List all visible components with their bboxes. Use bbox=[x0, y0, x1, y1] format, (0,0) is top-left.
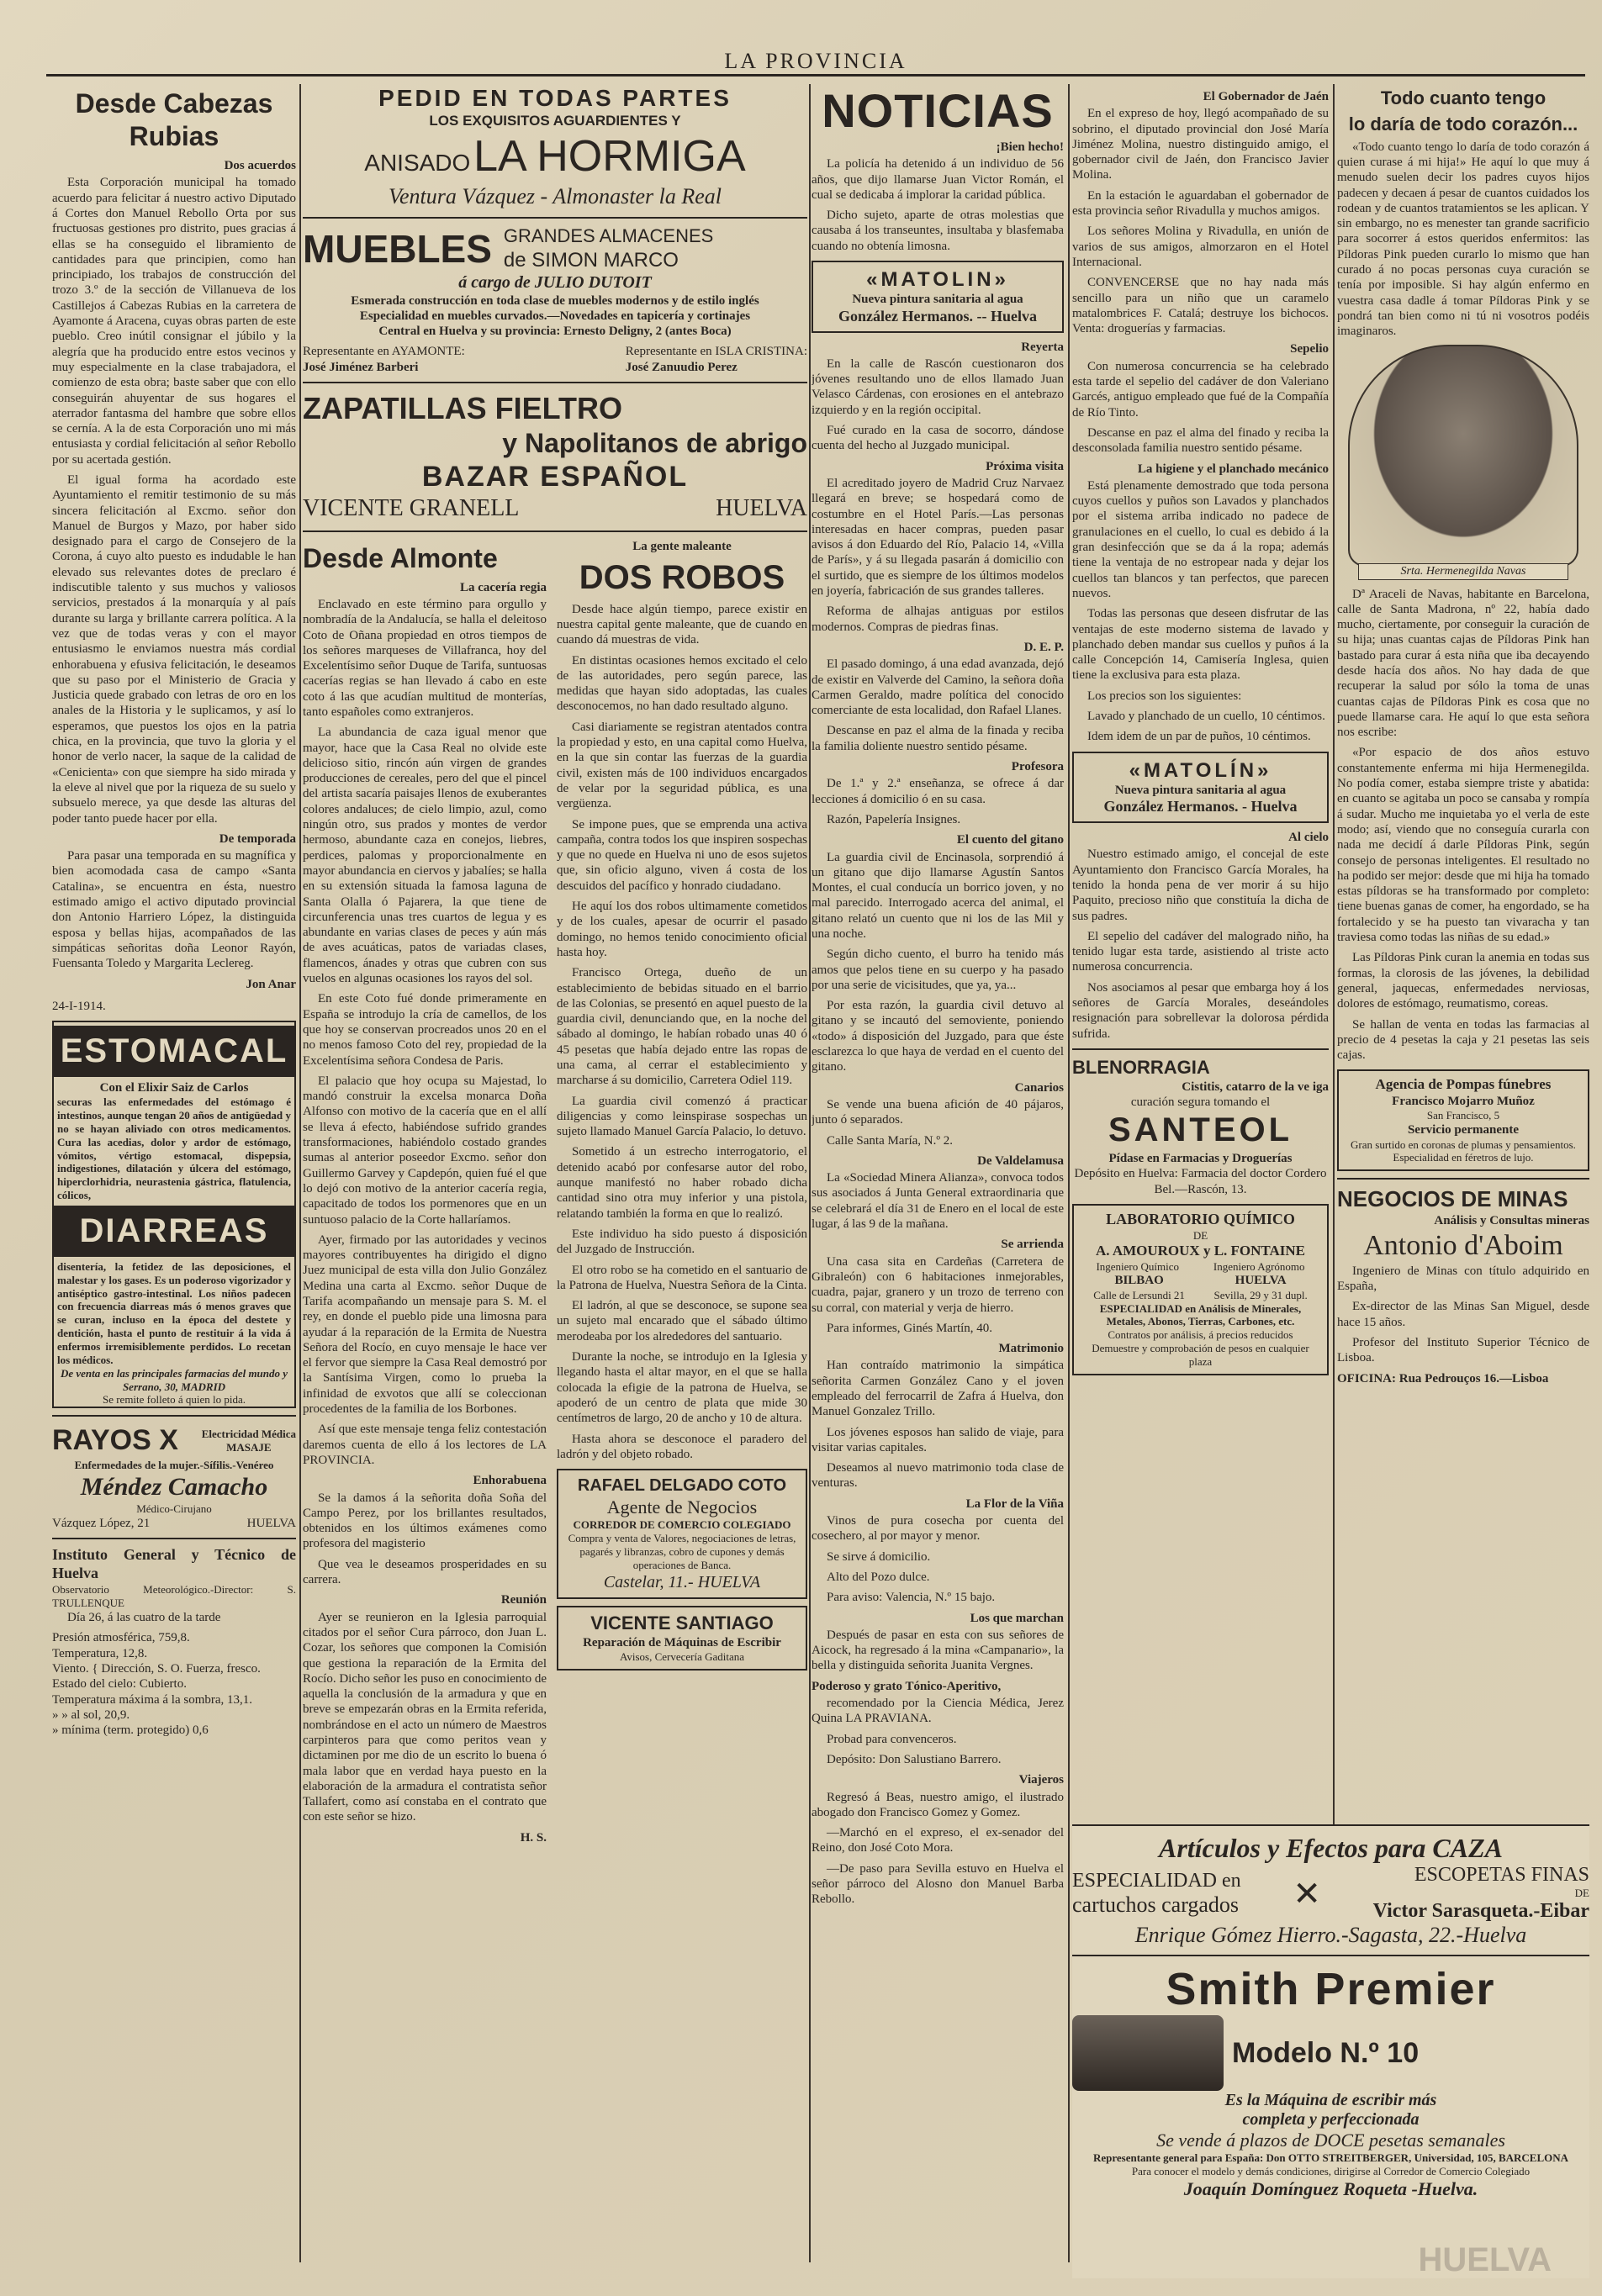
paragraph: Dª Araceli de Navas, habitante en Barcelona, calle de Santa Madrona, nº 22, había dado mucho, ciertamente, por conseguir la curación de su hija; unas cuantas cajas de Píldoras Pink han bastado para curar á esta niña que iba decayendo desde hacía dos años. No hay dada de que recuperar la salud por sólo la toma de unas cuantas cajas de Píldoras Pink es cosa que no puede llamarse cara. He aquí lo que esta señora nos escribe: bbox=[1337, 587, 1589, 740]
paragraph: Casi diariamente se registran atentados contra la propiedad y esto, en una capital como Huelva, en la que sin contar las fuerzas de la guardia civil, existen más de 100 individuos encargados de velar por la seguridad pública, es una vergüenza. bbox=[557, 720, 807, 811]
ad-address-row bbox=[52, 1516, 296, 1531]
paragraph: CONVENCERSE que no hay nada más sencillo para un niño que un caramelo matalombrices F. Catalá; destruye los bichocos. Venta: droguerías y farmacias. bbox=[1072, 276, 1329, 336]
paragraph: recomendado por la Ciencia Médica, Jerez Quina LA PRAVIANA. bbox=[812, 1697, 1064, 1726]
ad-line: BILBAO bbox=[1114, 1274, 1164, 1288]
paragraph: He aquí los dos robos ultimamente cometidos y de los cuales, apesar de ocurrir el pasado domingo, no hemos tenido conocimiento oficial hasta hoy. bbox=[557, 900, 807, 959]
ad-line: Calle de Lersundi 21 bbox=[1093, 1288, 1185, 1301]
ad-line: Modelo N.º 10 bbox=[1232, 2036, 1420, 2069]
paragraph: Fué curado en la casa de socorro, dándose cuenta del hecho al Juzgado municipal. bbox=[812, 424, 1064, 453]
ad-line: y Napolitanos de abrigo bbox=[502, 427, 807, 458]
divider bbox=[52, 1415, 296, 1417]
column-2 bbox=[303, 84, 807, 2278]
ad-title: ESTOMACAL bbox=[54, 1026, 294, 1077]
paragraph: Francisco Ortega, dueño de un establecimiento de bebidas situado en el barrio de las Colonias, se presentó en aquel puesto de la guardia civil, denunciando que, en la noche del sábado al domingo, le habían robado unas 40 ó 45 pesetas que había dejado entre las ropas de una cama, al cerrar el establecimiento y marcharse á su domicilio, Carretera Odiel 119. bbox=[557, 966, 807, 1088]
paragraph: Dicho sujeto, aparte de otras molestias que causaba á los transeuntes, insultaba y blasfemaba cuando no obtenía limosna. bbox=[812, 208, 1064, 253]
ad-text: disentería, la fetidez de las deposiciones, el malestar y los gases. Es un poderoso vigorizador y antiséptico gastro-intestinal. Los niños padecen con frecuencia diarreas más ó menos graves que se curan, incluso en la época del destete y dentición, hasta el punto de restituir á la vida á enfermos irremisiblemente perdidos. Lo recetan los médicos. bbox=[57, 1259, 291, 1366]
article-title: lo daría de todo corazón... bbox=[1348, 113, 1578, 135]
date: 24-I-1914. bbox=[52, 999, 106, 1013]
ad-line: Electricidad Médica bbox=[201, 1428, 296, 1441]
ad-line: ESPECIALIDAD en bbox=[1072, 1869, 1241, 1892]
article-title: Todo cuanto tengo bbox=[1380, 87, 1546, 108]
portrait-caption: Srta. Hermenegilda Navas bbox=[1358, 563, 1568, 579]
subhead: Profesora bbox=[1011, 760, 1064, 774]
ad-store bbox=[504, 225, 713, 272]
ad-line: HUELVA bbox=[1235, 1274, 1287, 1288]
ad-pompas bbox=[1337, 1069, 1589, 1171]
paragraph: Se vende una buena afición de 40 pájaros, junto ó separados. bbox=[812, 1097, 1064, 1127]
paragraph: Ayer, firmado por las autoridades y vecinos mayores contribuyentes ha dirigido el digno Juez municipal de esta villa don Julio González Medina una carta al Excmo. señor Duque de Tarifa acompañando un mensaje para S. M. el rey, en donde el pueblo pide una limosna para ayudar á la reparación de la Ermita de Nuestra Señora del Rocío, en cuyo mensaje le hace ver el fervor que siempre la Casa Real demostró por la Santísima Virgen, como lo prueba la infinidad de exvotos que allí se coleccionan procedentes de la familia de los Borbones. bbox=[303, 1232, 547, 1417]
paragraph: En la estación le aguardaban el gobernador de esta provincia señor Rivadulla y muchos amigos. bbox=[1072, 188, 1329, 219]
column-5 bbox=[1337, 84, 1589, 1816]
paragraph: La abundancia de caza igual menor que mayor, hace que la Casa Real no olvide este delicioso sitio, rincón aún virgen de grandes producciones de cereales, pero del que el pincel del artista sacaría paisajes llenos de exuberantes colores andaluces; de cielo limpio, azul, como ningún otro, sus prados y montes de verdor hermoso, abundante caza en conejos, liebres, perdices, palomas y proporcionalmente en mayor abundancia en ciervos y jabalíes; se halla en su extensión situada la famosa laguna de Santa Olalla ó Pajarera, la que tiene de circunferencia unas tres cuartos de legua y es abundante en varias clases de peces y aún más de aves acuáticas, patos de variadas clases, flamencos, ánades y otras que cubren con sus vuelos en algunas ocasiones los rayos del sol. bbox=[303, 726, 547, 986]
ad-line: Sevilla, 29 y 31 dupl. bbox=[1213, 1288, 1308, 1301]
ad-line: Representante en AYAMONTE: bbox=[303, 345, 465, 359]
ad-line: Agencia de Pompas fúnebres bbox=[1375, 1076, 1552, 1093]
ad-line: Representante en ISLA CRISTINA: bbox=[625, 345, 807, 359]
paragraph: Todas las personas que deseen disfrutar de las ventajas de este moderno sistema de lavado y planchado deben mandar sus cuellos y puños á la calle Concepción 14, Camisería Inglesa, quien tiene la exclusiva para esta plaza. bbox=[1072, 607, 1329, 683]
ad-line: Nueva pintura sanitaria al agua bbox=[852, 293, 1023, 307]
ad-line: Análisis y Consultas mineras bbox=[1434, 1214, 1589, 1228]
ad-name: Méndez Camacho bbox=[80, 1472, 268, 1501]
paragraph: Las Píldoras Pink curan la anemia en todas sus formas, la clorosis de las jóvenes, la debilidad general, jaquecas, enfermedades nerviosas, dolores de estómago, reumatismo, coreas. bbox=[1337, 951, 1589, 1011]
subhead: El cuento del gitano bbox=[956, 833, 1064, 847]
obs-line: Temperatura, 12,8. bbox=[52, 1646, 148, 1660]
ad-line: Depósito en Huelva: Farmacia del doctor Cordero Bel.—Rascón, 13. bbox=[1074, 1167, 1327, 1196]
ad-line: curación segura tomando el bbox=[1130, 1095, 1271, 1110]
obs-line: Estado del cielo: Cubierto. bbox=[52, 1677, 187, 1692]
paragraph: El pasado domingo, á una edad avanzada, dejó de existir en Valverde del Camino, la señora doña Carmen Geraldo, madre política del conocido comerciante de esta localidad, don Rafael Llanes. bbox=[812, 657, 1064, 718]
ad-row bbox=[1079, 1260, 1322, 1274]
paragraph: Razón, Papelería Insignes. bbox=[827, 812, 961, 826]
paragraph: —Marchó en el expreso, el ex-senador del Reino, don José Coto Mora. bbox=[812, 1826, 1064, 1855]
article-title: DOS ROBOS bbox=[579, 558, 785, 596]
paragraph: Los jóvenes esposos han salido de viaje, para visitar varias capitales. bbox=[812, 1425, 1064, 1454]
ad-line: á cargo de JULIO DUTOIT bbox=[458, 273, 652, 293]
ad-hormiga bbox=[303, 130, 807, 183]
paragraph: En la calle de Rascón cuestionaron dos jóvenes resultando uno de ellos llamado Juan Velasco Cárdenas, con erosiones en el antebrazo izquierdo y en la región occipital. bbox=[812, 356, 1064, 417]
paragraph: Descanse en paz el alma del finado y reciba la desconsolada familia nuestro sentido pésame. bbox=[1072, 425, 1329, 456]
subhead: Reyerta bbox=[1021, 340, 1064, 354]
subhead: Viajeros bbox=[1018, 1773, 1064, 1787]
ad-row bbox=[1079, 1289, 1322, 1302]
paragraph: Depósito: Don Salustiano Barrero. bbox=[827, 1752, 1002, 1766]
column-1 bbox=[52, 84, 296, 2278]
ad-laboratorio bbox=[1072, 1204, 1329, 1375]
ad-pedid: PEDID EN TODAS PARTES bbox=[378, 85, 732, 111]
ad-brand: ZAPATILLAS FIELTRO bbox=[303, 391, 622, 426]
ad-line: Gran surtido en coronas de plumas y pensamientos. bbox=[1351, 1137, 1576, 1151]
article-almonte bbox=[303, 539, 547, 1845]
paragraph: El sepelio del cadáver del malogrado niño, ha tenido lugar esta tarde, asistiendo al triste acto numerosa concurrencia. bbox=[1072, 929, 1329, 974]
ad-line: Representante general para España: Don OTTO STREITBERGER, Universidad, 105, BARCELONA bbox=[1092, 2151, 1569, 2164]
institute-title: Instituto General y Técnico de Huelva bbox=[52, 1546, 296, 1582]
ad-footer: Se remite folleto á quien lo pida. bbox=[102, 1393, 246, 1407]
ad-line: HUELVA bbox=[716, 495, 807, 522]
ad-line: Victor Sarasqueta.-Eibar bbox=[1372, 1900, 1589, 1922]
paragraph: Según dicho cuento, el burro ha tenido más amos que pelos tiene en su cuerpo y ha pasado por una serie de vicisitudes, que ya, ya... bbox=[812, 947, 1064, 992]
obs-line: Temperatura máxima á la sombra, 13,1. bbox=[52, 1692, 253, 1707]
column-2-split bbox=[303, 539, 807, 1845]
ad-line: cartuchos cargados bbox=[1072, 1892, 1240, 1917]
subhead: Se arrienda bbox=[1001, 1238, 1064, 1252]
ad-line: Joaquín Domínguez Roqueta -Huelva. bbox=[1183, 2178, 1478, 2199]
paragraph: La guardia civil comenzó á practicar diligencias y como leinspirase sospechas un sujeto llamado Manuel García Palacio, lo detuvo. bbox=[557, 1094, 807, 1139]
ad-rep bbox=[626, 344, 807, 375]
ad-rep bbox=[303, 344, 465, 375]
masthead: LA PROVINCIA bbox=[46, 49, 1585, 77]
paragraph: Se impone pues, que se emprenda una activa campaña, contra todos los que inspiren sospechas y que no quede en Huelva ni uno de esos sujetos que, sin oficio alguno, viven á costa de los descuidos del pacífico y honrado ciudadano. bbox=[557, 817, 807, 893]
column-rule bbox=[809, 84, 811, 2262]
ad-estomacal bbox=[52, 1021, 296, 1408]
paragraph: Se la damos á la señorita doña Soña del Campo Perez, por los brillantes resultados, obtenidos en los últimos exámenes como profesora del magisterio bbox=[303, 1491, 547, 1551]
ad-text: securas las enfermedades del estómago é intestinos, aunque tengan 20 años de antigüedad y no se hayan aliviado con otros medicamentos. Cura las acedias, dolor y ardor de estómago, vómitos, vértigo estomacal, dispepsia, indigestiones, dilatación y úlcera del estómago, hiperclorhidria, neurastenia gástrica, flatulencia, cólicos, bbox=[57, 1095, 291, 1202]
paragraph: Ayer se reunieron en la Iglesia parroquial citados por el señor Cura párroco, don Juan L. Cozar, los señores que componen la Comisión que gestiona la reparación de la Ermita del Rocío. Dicho señor les puso en conocimiento de aquella la conclusión de la armadura y que en breve se empezarán obras en la Ermita referida, nombrándose en el acto un número de Maestros carpinteros para que como peritos vean y dictaminen por me dio de un escrito lo buena ó mala labor que en verdad haya puesto en la elaboración de la armadura el contratista señor Tallafert, como así constaba en el contrato que con este señor se hizo. bbox=[303, 1610, 547, 1824]
ad-right bbox=[202, 1428, 296, 1454]
ad-line: Avisos, Cervecería Gaditana bbox=[619, 1650, 745, 1664]
ad-line: LABORATORIO QUÍMICO bbox=[1106, 1211, 1295, 1228]
paragraph: Vinos de pura cosecha por cuenta del cosechero, al por mayor y menor. bbox=[812, 1514, 1064, 1544]
divider bbox=[1337, 1178, 1589, 1180]
ad-line: completa y perfeccionada bbox=[1242, 2110, 1420, 2129]
ad-line: VICENTE SANTIAGO bbox=[590, 1612, 774, 1634]
paragraph: Para aviso: Valencia, N.º 15 bajo. bbox=[827, 1591, 996, 1605]
paragraph: Durante la noche, se introdujo en la Iglesia y llegando hasta el altar mayor, en el que se halla colocada la efigie de la patrona de Huelva, se apoderó de un centro de plata que mide 30 centímetros de largo, 20 de ancho y 10 de altura. bbox=[557, 1350, 807, 1426]
ad-line: MASAJE bbox=[226, 1441, 272, 1454]
ad-line: Especialidad en féretros de lujo. bbox=[1393, 1151, 1534, 1164]
ad-line: Ingeniero Agrónomo bbox=[1213, 1259, 1305, 1273]
paragraph: Este individuo ha sido puesto á disposición del Juzgado de Instrucción. bbox=[557, 1227, 807, 1257]
ad-row bbox=[1079, 1273, 1322, 1288]
ad-line: NEGOCIOS DE MINAS bbox=[1337, 1186, 1568, 1212]
ad-city: HUELVA bbox=[246, 1517, 296, 1531]
ad-line: José Jiménez Barberi bbox=[303, 360, 419, 374]
paragraph: Está plenamente demostrado que toda persona cuyos cuellos y puños son Lavados y planchados por el sistema arriba indicado no padece de granulaciones en el cuello, lo cual es debido á la gran desinfección que se da á la ropa; además tiene la ventaja de no estropear nada y dejar los cuellos tan blancos y tan perfectos, que parecen nuevos. bbox=[1072, 478, 1329, 600]
ad-line: Especialidad en muebles curvados.—Novedades en tapicería y cortinajes bbox=[359, 309, 751, 323]
ad-line: González Hermanos. -- Huelva bbox=[838, 307, 1037, 325]
paragraph: «Por espacio de dos años estuvo constantemente enferma mi hija Hermenegilda. No podía comer, estaba siempre triste y abatida: en cuanto se agitaba un poco se cansaba y rompía á sudar. Mucho me inquietaba yo el verla de este modo; así, viendo que no conseguía curarla con nada me decidí á darle Píldoras Pink, según consejo de personas inteligentes. El resultado no ha podido ser mejor: desde que mi hija ha tomado estas píldoras se ha transformado por completo: tiene buenas ganas de comer, ha engordado, se ha fortalecido y se ha puesto tan vivaracha y tan traviesa como todas las niñas de su edad.» bbox=[1337, 746, 1589, 945]
ad-address: Vázquez López, 21 bbox=[52, 1517, 151, 1531]
observation-day: Día 26, á las cuatro de la tarde bbox=[67, 1611, 221, 1625]
ad-rafael bbox=[557, 1469, 807, 1599]
ad-line: «MATOLÍN» bbox=[1129, 758, 1272, 782]
paragraph: En distintas ocasiones hemos excitado el celo de las autoridades, pero según parece, las medidas que hayan sido adoptadas, las cuales desconocemos, no han dado resultado alguno. bbox=[557, 653, 807, 714]
ad-smith: Smith Premier bbox=[1166, 1964, 1496, 2014]
subhead: De temporada bbox=[219, 831, 296, 846]
ad-brand: LA HORMIGA bbox=[473, 131, 746, 181]
ad-line: OFICINA: Rua Pedrouços 16.—Lisboa bbox=[1337, 1371, 1549, 1386]
ad-line: de SIMON MARCO bbox=[503, 248, 679, 272]
divider bbox=[303, 217, 807, 219]
obs-line: » mínima (term. protegido) 0,6 bbox=[52, 1723, 209, 1738]
paragraph: Se hallan de venta en todas las farmacias al precio de 4 pesetas la caja y 21 pesetas las seis cajas. bbox=[1337, 1017, 1589, 1063]
ad-line: DE bbox=[1192, 1229, 1208, 1243]
paragraph: Regresó á Beas, nuestro amigo, el ilustrado abogado don Francisco Gomez y Gomez. bbox=[812, 1790, 1064, 1819]
ad-title: RAYOS X bbox=[52, 1424, 178, 1457]
paragraph: Probad para convenceros. bbox=[827, 1732, 957, 1746]
article-robos bbox=[557, 539, 807, 1845]
subhead: La Flor de la Viña bbox=[965, 1496, 1064, 1511]
paragraph: El otro robo se ha cometido en el santuario de la Patrona de Huelva, Nuestra Señora de la Cinta. bbox=[557, 1263, 807, 1292]
ad-line: Se vende á plazos de DOCE pesetas semanales bbox=[1156, 2130, 1505, 2151]
divider bbox=[303, 382, 807, 383]
ad-line: Central en Huelva y su provincia: Ernesto Deligny, 2 (antes Boca) bbox=[378, 325, 732, 339]
ad-line: CORREDOR DE COMERCIO COLEGIADO bbox=[573, 1518, 791, 1532]
obs-line: » » al sol, 20,9. bbox=[52, 1707, 130, 1722]
ad-line: ESPECIALIDAD en Análisis de Minerales, Metales, Abonos, Tierras, Carbones, etc. bbox=[1099, 1301, 1302, 1328]
divider bbox=[1072, 1824, 1589, 1826]
ad-title: DIARREAS bbox=[54, 1206, 294, 1257]
typewriter-image bbox=[1072, 2015, 1224, 2091]
ad-line: BLENORRAGIA bbox=[1072, 1056, 1210, 1078]
divider bbox=[52, 1538, 296, 1539]
paragraph: En este Coto fué donde primeramente en España se introdujo la cría de camellos, de los que hoy se conservan procreados unos 20 en el no menos famoso Coto del rey, propiedad de la Excelentísima señora Condesa de Paris. bbox=[303, 992, 547, 1068]
ad-subtitle: Con el Elixir Saiz de Carlos bbox=[99, 1080, 249, 1095]
ad-brand: SANTEOL bbox=[1108, 1111, 1293, 1149]
paragraph: Han contraído matrimonio la simpática señorita Carmen González Cano y el joven empleado del ferrocarril de Zafra á Huelva, don Manuel Gonzalez Trillo. bbox=[812, 1359, 1064, 1419]
ad-line: José Zanuudio Perez bbox=[625, 360, 738, 374]
bottom-ads bbox=[1072, 1824, 1589, 2278]
paragraph: El ladrón, al que se desconoce, se supone sea un sujeto mal encarado que el sábado último merodeaba por los alrededores del santuario. bbox=[557, 1299, 807, 1343]
article-title: Desde Almonte bbox=[303, 542, 498, 573]
paragraph: Una casa sita en Cardeñas (Carretera de Gibraleón) con 6 habitaciones inmejorables, cuadra, pajar, granero y un trozo de terreno con su corral, con material y verja de hierro. bbox=[812, 1254, 1064, 1315]
ad-footer-row bbox=[303, 494, 807, 523]
watermark: HUELVA bbox=[1418, 2241, 1552, 2278]
subhead: Matrimonio bbox=[998, 1342, 1064, 1356]
paragraph: Para pasar una temporada en su magnífica y bien acomodada casa de campo «Santa Catalina», se encuentra en ésta, nuestro estimado amigo el activo diputado provincial don Antonio Harriero López, la distinguida esposa y bellas hijas, acompañados de las simpáticas señoritas doña Leonor Rayón, Fuensanta Toledo y Margarita Leclereg. bbox=[52, 849, 296, 971]
ad-footer: De venta en las principales farmacias del mundo y Serrano, 30, MADRID bbox=[60, 1366, 288, 1393]
paragraph: La «Sociedad Minera Alianza», convoca todos sus asociados á Junta General extraordinaria que se celebrará el día 31 de Enero en el local de este lugar, á las 9 de la mañana. bbox=[812, 1171, 1064, 1232]
ad-line: González Hermanos. - Huelva bbox=[1103, 798, 1298, 815]
ad-line: Pídase en Farmacias y Droguerías bbox=[1108, 1152, 1293, 1166]
portrait-image bbox=[1348, 345, 1578, 578]
subhead: Próxima visita bbox=[986, 459, 1064, 473]
ad-rayos bbox=[52, 1423, 296, 1458]
ad-muebles-row bbox=[303, 225, 807, 272]
paragraph: Lavado y planchado de un cuello, 10 céntimos. bbox=[1087, 709, 1325, 723]
kicker: La gente maleante bbox=[632, 539, 732, 553]
ad-line: Demuestre y comprobación de pesos en cualquier plaza bbox=[1092, 1342, 1309, 1369]
paragraph: Descanse en paz el alma de la finada y reciba la familia doliente nuestro sentido pésame. bbox=[812, 724, 1064, 753]
ad-smith-row bbox=[1072, 2015, 1589, 2091]
subhead: D. E. P. bbox=[1023, 640, 1064, 654]
paragraph: Alto del Pozo dulce. bbox=[827, 1570, 930, 1584]
ad-brand: BAZAR ESPAÑOL bbox=[421, 460, 689, 493]
paragraph: Deseamos al nuevo matrimonio toda clase de venturas. bbox=[812, 1461, 1064, 1491]
ad-caza-row bbox=[1072, 1864, 1589, 1923]
paragraph: Que vea le deseamos prosperidades en su carrera. bbox=[303, 1557, 547, 1587]
ad-line: Esmerada construcción en toda clase de muebles modernos y de estilo inglés bbox=[351, 293, 759, 308]
ad-matolin bbox=[812, 261, 1064, 333]
paragraph: Esta Corporación municipal ha tomado acuerdo para felicitar á nuestro activo Diputado á Cortes don Manuel Rebollo Orta por sus fructuosas gestiones pro distrito, pues gracias á ellas se ha conseguido el libramiento de cantidades para que principien, como han principiado, los trabajos de construcción del trozo 3.º de la sección de Villanueva de los Castillejos á Cabezas Rubias en la carretera de Ayamonte á Aracena, cuyas obras parten de este pueblo. Creo inútil consignar el júbilo y la alegría que ha producido entre estos vecinos y muy especialmente en la clase trabajadora, el comienzo de esta obra; baste saber que con ello conseguirán ahuyentar de sus hogares el aterrador fantasma del hambre que sobre ellos se cernía. A la de esta Corporación uno mi más entusiasta y cordial felicitación al señor Rebollo por su acertada gestión. bbox=[52, 176, 296, 467]
crossed-rifles-icon: ✕ bbox=[1293, 1874, 1321, 1913]
ad-line: Castelar, 11.- HUELVA bbox=[603, 1572, 761, 1591]
ad-line: DE bbox=[1574, 1887, 1589, 1899]
subhead: Dos acuerdos bbox=[224, 159, 296, 173]
ad-line: Compra y venta de Valores, negociaciones de letras, pagarés y libranzas, cobro de cupones y demás operaciones de Banca. bbox=[568, 1532, 796, 1571]
subhead: ¡Bien hecho! bbox=[996, 140, 1064, 154]
obs-line: Viento. { Dirección, S. O. Fuerza, fresco. bbox=[52, 1661, 261, 1676]
paragraph: Reforma de alhajas antiguas por estilos modernos. Compras de piedras finas. bbox=[812, 604, 1064, 634]
paragraph: De 1.ª y 2.ª enseñanza, se ofrece á dar lecciones á domicilio ó en su casa. bbox=[812, 777, 1064, 806]
subhead: Sepelio bbox=[1290, 342, 1329, 356]
paragraph: Por esta razón, la guardia civil detuvo al gitano y se incautó del semoviente, poniendo «todo» á disposición del Juzgado, para que éste esclarezca lo que haya de verdad en el cuento del gitano. bbox=[812, 999, 1064, 1074]
divider bbox=[1072, 1955, 1589, 1956]
column-4 bbox=[1072, 84, 1329, 1816]
paragraph: Nuestro estimado amigo, el concejal de este Ayuntamiento don Francisco García Morales, ha tenido la honda pena de ver morir á su hijo Paquito, precioso niño que constituía la dicha de sus padres. bbox=[1072, 847, 1329, 923]
ad-caza-title: Artículos y Efectos para CAZA bbox=[1159, 1833, 1503, 1863]
paragraph: Los señores Molina y Rivadulla, en unión de varios de sus amigos, almorzaron en el Hotel Internacional. bbox=[1072, 224, 1329, 269]
divider bbox=[303, 530, 807, 532]
section-title: NOTICIAS bbox=[822, 84, 1054, 137]
paragraph: Enclavado en este término para orgullo y nombradía de la Andalucía, se halla el deleitoso Coto de Oñana propiedad en otros tiempos de los señores marqueses de Villafranca, hoy del Excelentísimo señor Duque de Tarifa, suntuosas cacerías regias se han llevado á cabo en este coto á las que acudían multitud de monterías, tanto españoles como extranjeros. bbox=[303, 597, 547, 719]
paragraph: El igual forma ha acordado este Ayuntamiento el remitir testimonio de su más sincera felicitación al Excmo. señor don Manuel de Burgos y Mazo, por haber sido designado para el cargo de Consejero de la Corona, á cuyo alto puesto es indudable le han elevado sus relevantes dotes de preclaro é indiscutible talento y sus muchos y valiosos servicios, prestados á la monarquía y al país durante su larga y brillante carrera política. A la vez que de todas veras y con el mayor entusiasmo le enviamos nuestra más cordial enhorabuena y efusiva felicitación, le deseamos que su paso por el Ministerio de Gracia y Justicia quede grabado con letras de oro en los anales de la Historia y le suplicamos, y así lo esperamos, que puestos los ojos en la patria chica, en la provincia, que tuvo la gloria y el honor de verlo nacer, la saque de la calidad de «Cenicienta» con que siempre ha sido mirada y la eleve al nivel que por la riqueza de su suelo y subsuelo merece, ya que desde las alturas del poder tanto puede hacer por ella. bbox=[52, 473, 296, 826]
paragraph: Idem idem de un par de puños, 10 céntimos. bbox=[1087, 730, 1311, 744]
paragraph: La guardia civil de Encinasola, sorprendió á un gitano que dijo llamarse Agustín Santos Montes, el cual conducía un borrico joven, y no mal parecido. Interrogado acerca del animal, el gitano relató un cuento que ni los de las Mil y una noche. bbox=[812, 850, 1064, 941]
paragraph: Ex-director de las Minas San Miguel, desde hace 15 años. bbox=[1337, 1300, 1589, 1329]
ad-line: Servicio permanente bbox=[1407, 1123, 1520, 1137]
subhead: Los que marchan bbox=[970, 1611, 1064, 1625]
ad-brand: MUEBLES bbox=[303, 227, 492, 272]
column-rule bbox=[1068, 84, 1070, 2262]
column-3 bbox=[812, 84, 1064, 2278]
paragraph: Sometido á un estrecho interrogatorio, el detenido acabó por confesarse autor del robo, aunque manifestó no haber robado dicha cantidad sino otra muy inferior y una pistola, relatando también la forma en que lo realizó. bbox=[557, 1145, 807, 1221]
paragraph: En el expreso de hoy, llegó acompañado de su sobrino, el diputado provincial don José María Jiménez Molina, nuestro distinguido amigo, el gobernador civil de Jaén, don Francisco Javier Molina. bbox=[1072, 107, 1329, 182]
ad-santiago bbox=[557, 1606, 807, 1671]
column-rule bbox=[299, 84, 301, 2262]
ad-line: VICENTE GRANELL bbox=[303, 495, 520, 522]
paragraph: Hasta ahora se desconoce el paradero del ladrón y del objeto robado. bbox=[557, 1432, 807, 1461]
ad-line: Cistitis, catarro de la ve iga bbox=[1182, 1079, 1329, 1094]
ad-subtitle: Enfermedades de la mujer.-Sífilis.-Venéreo bbox=[74, 1458, 274, 1471]
ad-line: Es la Máquina de escribir más bbox=[1224, 2091, 1437, 2109]
paragraph: «Todo cuanto tengo lo daría de todo corazón á quien curase á mi hija!» He aquí lo que muy á menudo suelen decir los padres cuyos hijos padecen y decaen á pesar de cuantos cuidados los rodean y de cuantos tratamientos se les aplican. Y sin embargo, no es menester tan grande sacrificio para socorrer á estos queridos enfermitos: las Píldoras Pink pueden curarlo lo mismo que han curado á no pocas personas cuya curación se tenía por imposible. Si hay algún enfermo en vuestra casa dadle á tomar Píldoras Pink y se pondrá tan bien como ni tú ni vosotros podéis imaginaros. bbox=[1337, 140, 1589, 339]
paragraph: Ingeniero de Minas con título adquirido en España, bbox=[1337, 1264, 1589, 1294]
subhead: Enhorabuena bbox=[473, 1474, 547, 1488]
ad-line: San Francisco, 5 bbox=[1426, 1109, 1500, 1122]
paragraph: Con numerosa concurrencia se ha celebrado esta tarde el sepelio del cadáver de don Valeriano Garcés, antiguo empleado que fué de la Compañía de Río Tinto. bbox=[1072, 359, 1329, 420]
ad-line: ESCOPETAS FINAS bbox=[1414, 1864, 1589, 1886]
paragraph: Después de pasar en esta con sus señores de Aicock, ha regresado á la mina «Campanario», la bella y distinguida señorita Juanita Vergnes. bbox=[812, 1628, 1064, 1673]
ad-maker: Ventura Vázquez - Almonaster la Real bbox=[389, 184, 722, 209]
paragraph: Calle Santa María, N.º 2. bbox=[827, 1133, 954, 1148]
ad-line: Nueva pintura sanitaria al agua bbox=[1114, 783, 1287, 797]
ad-caza-right bbox=[1373, 1864, 1589, 1923]
paragraph: Se sirve á domicilio. bbox=[827, 1549, 931, 1564]
subhead: Al cielo bbox=[1288, 831, 1329, 845]
ad-line: Francisco Mojarro Muñoz bbox=[1392, 1095, 1535, 1109]
signature: H. S. bbox=[520, 1830, 547, 1845]
ad-line: Contratos por análisis, á precios reducidos bbox=[1108, 1328, 1293, 1342]
ad-santeol bbox=[1072, 1057, 1329, 1197]
subhead: De Valdelamusa bbox=[977, 1153, 1064, 1168]
ad-line: Para conocer el modelo y demás condiciones, dirigirse al Corredor de Comercio Colegiado bbox=[1131, 2165, 1531, 2177]
ad-line: RAFAEL DELGADO COTO bbox=[577, 1476, 787, 1496]
divider bbox=[1072, 1048, 1329, 1050]
article-title: Desde Cabezas Rubias bbox=[75, 88, 273, 152]
paragraph: La policía ha detenido á un individuo de 56 años, que dijo llamarse Juan Victor Román, el cual se dedicaba á implorar la caridad pública. bbox=[812, 157, 1064, 202]
paragraph: Desde hace algún tiempo, parece existir en nuestra capital gente maleante, que de cuando en cuando dá muestras de vida. bbox=[557, 602, 807, 647]
obs-line: Presión atmosférica, 759,8. bbox=[52, 1631, 190, 1645]
paragraph: Los precios son los siguientes: bbox=[1087, 689, 1242, 703]
paragraph: El palacio que hoy ocupa su Majestad, lo mandó construir la excelsa monarca Doña Alfonso con motivo de la cacería que en el allí se lleva á efecto, habiéndose sufrido grandes transformaciones, habiéndolo costado grandes sumas al anterior poseedor Excmo. señor don Guillermo Garvey y Capdepón, quien fué el que lo dejó con motivo de la anterior cacería regia, capacitado de todos los pormenores que en un suntuoso palacio de la Corte hallaríamos. bbox=[303, 1074, 547, 1227]
subhead: Reunión bbox=[500, 1593, 547, 1607]
ad-matolin bbox=[1072, 752, 1329, 824]
signature: Jon Anar bbox=[246, 977, 296, 991]
paragraph: —De paso para Sevilla estuvo en Huelva el señor párroco del Alosno don Manuel Barba Rebollo. bbox=[812, 1861, 1064, 1907]
ad-line: A. AMOUROUX y L. FONTAINE bbox=[1095, 1242, 1306, 1259]
paragraph: Profesor del Instituto Superior Técnico de Lisboa. bbox=[1337, 1336, 1589, 1365]
subhead: Poderoso y grato Tónico-Aperitivo, bbox=[812, 1679, 1002, 1693]
paragraph: El acreditado joyero de Madrid Cruz Narvaez llegará en breve; se hospedará como de costumbre en el Hotel París.—Las personas interesadas en hacer compras, pueden pasar avisos á don Eduardo del Río, Palacio 14, «Villa de París», y á su llegada pasarán á domicilio con el surtido, que es siempre de los últimos modelos en joyería, fabricación de sus grandes talleres. bbox=[812, 476, 1064, 599]
ad-line: GRANDES ALMACENES bbox=[503, 225, 714, 247]
ad-name: Antonio d'Aboim bbox=[1363, 1230, 1563, 1262]
institute-subtitle: Observatorio Meteorológico.-Director: S. TRULLENQUE bbox=[52, 1583, 296, 1610]
ad-representatives bbox=[303, 344, 807, 375]
ad-line: Enrique Gómez Hierro.-Sagasta, 22.-Huelva bbox=[1134, 1923, 1527, 1947]
paragraph: Para informes, Ginés Martín, 40. bbox=[827, 1321, 993, 1335]
paragraph: Así que este mensaje tenga feliz contestación daremos cuenta de ello á los lectores de LA PROVINCIA. bbox=[303, 1422, 547, 1467]
subhead: La cacería regia bbox=[459, 580, 547, 594]
ad-role: Médico-Cirujano bbox=[136, 1502, 212, 1516]
subhead: La higiene y el planchado mecánico bbox=[1137, 462, 1329, 476]
ad-line: LOS EXQUISITOS AGUARDIENTES Y bbox=[429, 113, 681, 129]
ad-line: Ingeniero Químico bbox=[1096, 1259, 1179, 1273]
subhead: Canarios bbox=[1014, 1080, 1064, 1095]
paragraph: Nos asociamos al pesar que embarga hoy á los señores de García Morales, deseándoles resignación para sobrellevar la dolorosa pérdida sufrida. bbox=[1072, 980, 1329, 1041]
ad-caza-left bbox=[1072, 1870, 1241, 1918]
ad-line: «MATOLIN» bbox=[866, 268, 1009, 292]
subhead: El Gobernador de Jaén bbox=[1203, 90, 1329, 103]
ad-line: Agente de Negocios bbox=[606, 1496, 758, 1517]
ad-line: Reparación de Máquinas de Escribir bbox=[583, 1636, 781, 1649]
ad-anisado: ANISADO bbox=[364, 149, 471, 176]
